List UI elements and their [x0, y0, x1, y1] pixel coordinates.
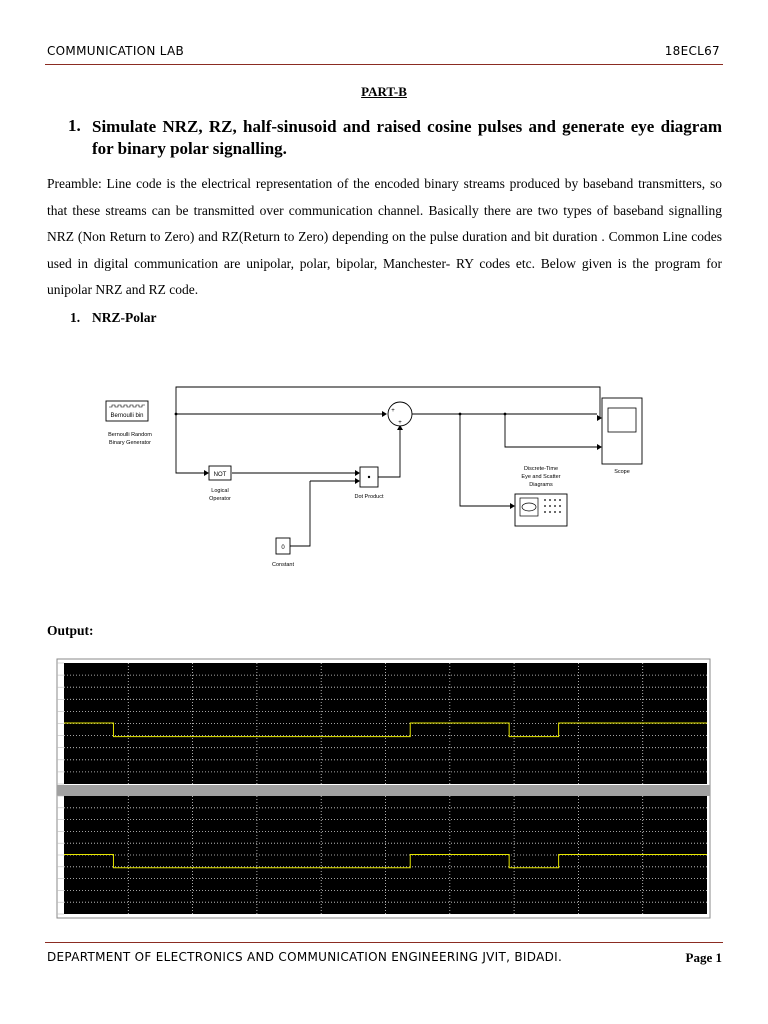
eye-caption-line-1: Discrete-Time: [523, 466, 559, 472]
scope-caption: Scope: [614, 469, 630, 475]
scope-output-plot: [57, 659, 710, 918]
footer-page-number: Page 1: [685, 950, 722, 965]
scope-bottom-axes: [57, 796, 707, 914]
dot-product-caption: Dot Product: [354, 494, 384, 500]
scope-axes-separator: [57, 785, 710, 796]
header-course-title: COMMUNICATION LAB: [47, 44, 185, 58]
subsection-title: NRZ-Polar: [92, 310, 157, 325]
bernoulli-generator-block: [106, 401, 152, 446]
svg-text:+: +: [391, 408, 395, 414]
not-caption-line-2: Operator: [209, 496, 231, 502]
header-rule: [45, 64, 723, 65]
constant-block: [272, 538, 294, 568]
logical-operator-block: [209, 466, 231, 502]
dot-product-block: [354, 467, 384, 500]
part-title: PART-B: [361, 84, 407, 99]
question-text: Simulate NRZ, RZ, half-sinusoid and raised cosine pulses and generate eye diagram for binary polar signalling.: [92, 117, 722, 158]
svg-text:+: +: [398, 420, 402, 426]
header-course-code: 18ECL67: [664, 44, 720, 58]
eye-caption-line-3: Diagrams: [529, 482, 553, 488]
eye-diagram-block: [515, 466, 567, 526]
subsection-heading: [70, 310, 157, 326]
not-caption-line-1: Logical: [211, 488, 229, 494]
preamble-paragraph: Preamble: Line code is the electrical representation of the encoded binary streams produced by baseband transmitters, so that these streams can be transmitted over communication channel. Basically there are two types of baseband signalling NRZ (Non Return to Zero) and RZ(Return to Zero) depending on the pulse duration and bit duration . Common Line codes used in digital communication are unipolar, polar, bipolar, Manchester- RY codes etc. Below given is the program for unipolar NRZ and RZ code.: [47, 176, 722, 297]
eye-caption-line-2: Eye and Scatter: [521, 474, 561, 480]
not-block-label: NOT: [213, 472, 227, 478]
scope-top-axes: [57, 663, 707, 784]
bernoulli-block-label: Bernoulli bin: [110, 413, 144, 419]
footer-rule: [45, 942, 723, 943]
constant-value: 0: [281, 545, 285, 551]
bernoulli-caption-line-1: Bernoulli Random: [108, 432, 152, 438]
simulink-block-diagram: [100, 380, 630, 580]
sum-block: [388, 402, 412, 426]
footer-department: DEPARTMENT OF ELECTRONICS AND COMMUNICATION ENGINEERING JVIT, BIDADI.: [47, 950, 563, 964]
question-number: 1.: [68, 116, 81, 135]
constant-caption: Constant: [271, 562, 295, 568]
bernoulli-caption-line-2: Binary Generator: [109, 440, 151, 446]
output-label: Output:: [47, 623, 94, 638]
scope-block: [602, 398, 642, 475]
subsection-number: 1.: [70, 310, 81, 325]
